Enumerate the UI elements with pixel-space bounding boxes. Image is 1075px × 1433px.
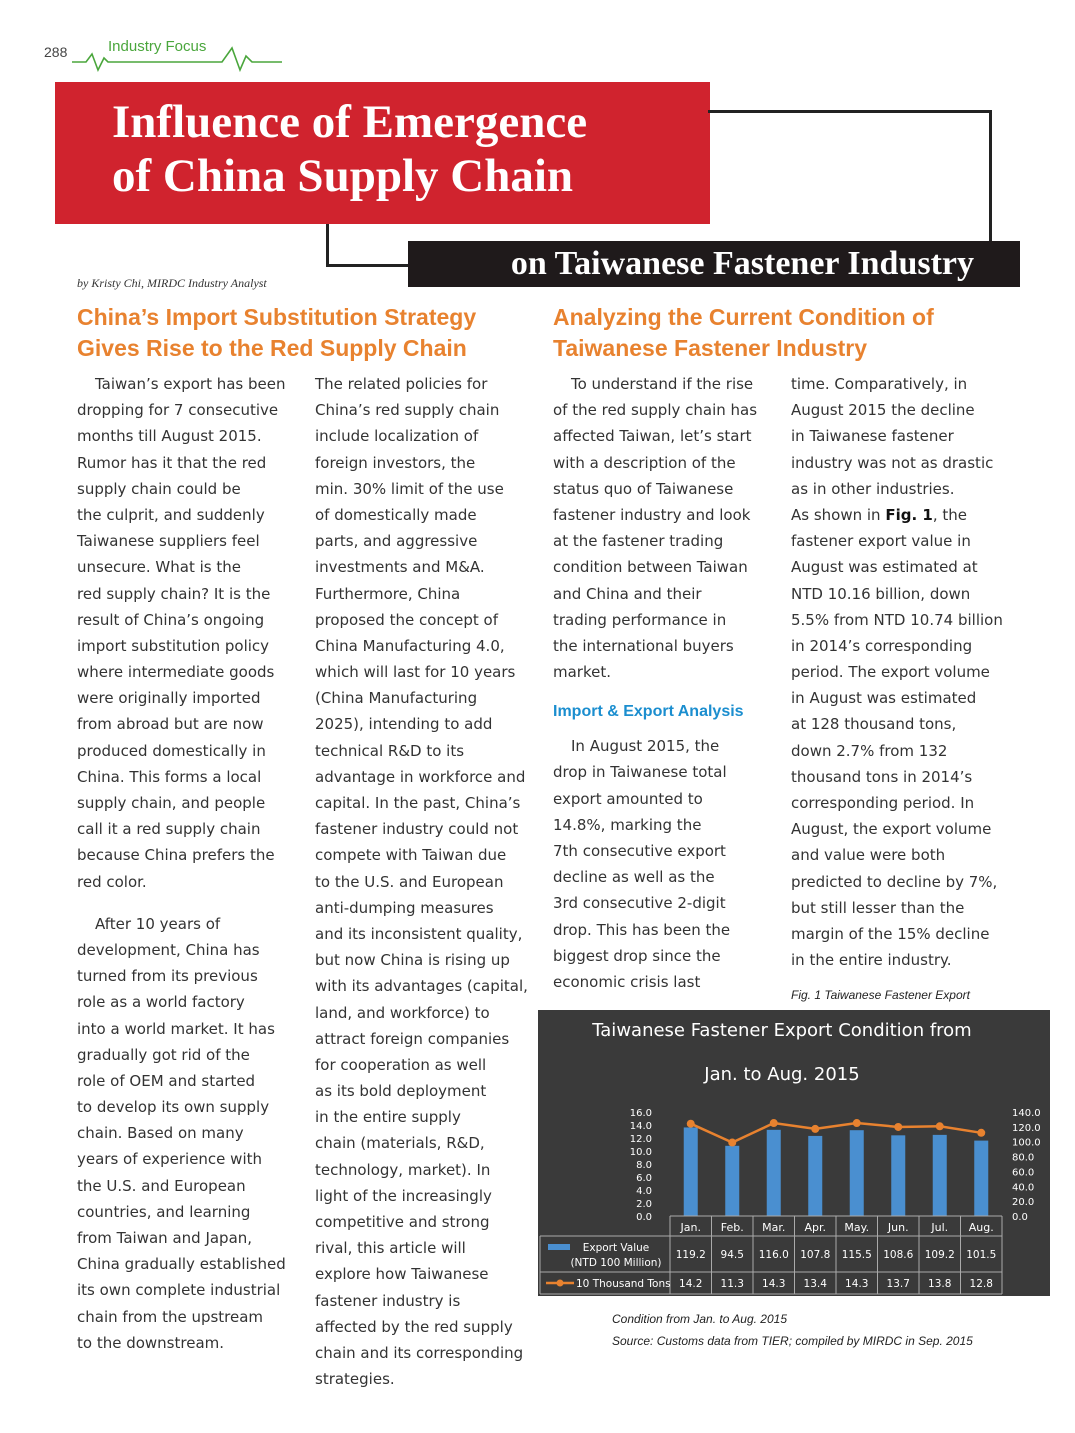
text-line: attract foreign companies <box>315 1029 510 1048</box>
text-line: months till August 2015. <box>77 427 262 446</box>
text-line: drop in Taiwanese total <box>553 763 727 782</box>
text-line: where intermediate goods <box>77 663 275 682</box>
bar <box>725 1146 739 1216</box>
text-line: technology, market). In <box>315 1160 491 1179</box>
line-point <box>728 1139 736 1147</box>
page-number: 288 <box>44 44 68 60</box>
text-line: include localization of <box>315 427 479 446</box>
bar <box>808 1136 822 1216</box>
text-line: call it a red supply chain <box>77 820 261 839</box>
text-line: foreign investors, the <box>315 453 476 472</box>
text-line: in August was estimated <box>791 689 977 708</box>
bar <box>974 1141 988 1216</box>
line-point <box>687 1120 695 1128</box>
text-line: chain (materials, R&D, <box>315 1134 485 1153</box>
heading-line: Gives Rise to the Red Supply Chain <box>77 335 467 361</box>
data-label: 12.8 <box>969 1278 993 1290</box>
left-axis-tick: 4.0 <box>636 1186 652 1197</box>
line-point <box>811 1125 819 1133</box>
text-line: supply chain, and people <box>77 794 266 812</box>
text-line: time. Comparatively, in <box>791 375 968 393</box>
text-line: but now China is rising up <box>315 951 510 970</box>
text-line: in Taiwanese fastener <box>791 427 954 446</box>
right-axis-tick: 80.0 <box>1012 1152 1035 1164</box>
category-label: Mar. <box>762 1221 786 1234</box>
text-line: red supply chain? It is the <box>77 584 271 603</box>
text-line: fastener industry and look <box>553 505 751 524</box>
text-line: from abroad but are now <box>77 715 264 734</box>
data-label: 119.2 <box>675 1249 706 1261</box>
text-line: at the fastener trading <box>553 532 724 551</box>
left-axis-tick: 16.0 <box>629 1108 652 1119</box>
text-line: technical R&D to its <box>315 741 465 760</box>
bar <box>767 1130 781 1216</box>
chart-title: Jan. to Aug. 2015 <box>704 1064 860 1085</box>
category-label: Aug. <box>968 1221 994 1234</box>
text-line: decline as well as the <box>553 868 715 887</box>
text-line: 7th consecutive export <box>553 842 726 860</box>
text-line: gradually got rid of the <box>77 1045 250 1064</box>
text-line: explore how Taiwanese <box>315 1265 489 1284</box>
text-line: of the red supply chain has <box>553 401 758 420</box>
section-heading-right <box>553 302 934 364</box>
heading-line: Taiwanese Fastener Industry <box>553 335 868 361</box>
text-line: fastener export value in <box>791 532 971 551</box>
text-line: but still lesser than the <box>791 898 965 917</box>
column-3 <box>553 371 757 995</box>
text-line: 3rd consecutive 2-digit <box>553 894 726 913</box>
text-line: investments and M&A. <box>315 558 485 577</box>
text-line: as its bold deployment <box>315 1082 487 1101</box>
subsection-heading: Import & Export Analysis <box>553 703 744 721</box>
data-label: 13.8 <box>928 1278 952 1290</box>
legend-label: Export Value <box>582 1242 650 1254</box>
text-line: China gradually established <box>77 1255 286 1274</box>
text-line: August, the export volume <box>791 820 992 839</box>
text-line: Taiwan’s export has been <box>95 375 286 393</box>
bar <box>891 1135 905 1216</box>
text-line: chain. Based on many <box>77 1124 244 1143</box>
text-line: development, China has <box>77 940 260 959</box>
text-line: result of China’s ongoing <box>77 610 265 629</box>
right-axis-tick: 100.0 <box>1012 1137 1041 1149</box>
text-line: at 128 thousand tons, <box>791 715 957 734</box>
text-line: in the entire industry. <box>791 951 952 970</box>
text-line: To understand if the rise <box>571 375 754 393</box>
frame-line <box>326 264 410 267</box>
text-line: parts, and aggressive <box>315 532 478 551</box>
text-line: China Manufacturing 4.0, <box>315 636 505 655</box>
data-label: 14.3 <box>845 1278 869 1290</box>
text-line: competitive and strong <box>315 1213 490 1231</box>
text-line: role of OEM and started <box>77 1071 256 1090</box>
byline: by Kristy Chi, MIRDC Industry Analyst <box>77 276 267 290</box>
text-line: affected by the red supply <box>315 1317 513 1336</box>
text-line: capital. In the past, China’s <box>315 794 521 812</box>
category-label: Apr. <box>804 1221 827 1234</box>
text-line: the international buyers <box>553 636 734 655</box>
left-axis-tick: 10.0 <box>629 1147 652 1158</box>
text-line: years of experience with <box>77 1150 263 1169</box>
data-label: 13.4 <box>803 1278 827 1290</box>
source-line: Condition from Jan. to Aug. 2015 <box>612 1312 787 1326</box>
text-line: the culprit, and suddenly <box>77 505 265 524</box>
text-line: NTD 10.16 billion, down <box>791 584 971 603</box>
heading-line: China’s Import Substitution Strategy <box>77 304 477 330</box>
text-line: as in other industries. <box>791 479 955 498</box>
text-line: drop. This has been the <box>553 920 731 939</box>
text-line: market. <box>553 663 612 682</box>
text-line: the U.S. and European <box>77 1176 246 1195</box>
text-line: and its inconsistent quality, <box>315 924 523 943</box>
text-line: in the entire supply <box>315 1108 461 1127</box>
text-line: August was estimated at <box>791 558 978 577</box>
right-axis-tick: 120.0 <box>1012 1122 1041 1134</box>
text-line: were originally imported <box>77 689 261 708</box>
title-line: Influence of Emergence <box>112 96 588 148</box>
frame-line <box>989 110 992 244</box>
page-title <box>112 95 712 203</box>
text-line: 14.8%, marking the <box>553 815 702 834</box>
text-line: light of the increasingly <box>315 1186 492 1205</box>
text-line: of domestically made <box>315 505 477 524</box>
line-point <box>977 1129 985 1137</box>
left-axis-tick: 12.0 <box>629 1134 652 1145</box>
text-line: red color. <box>77 872 147 891</box>
text-line: fastener industry could not <box>315 820 519 839</box>
text-line: margin of the 15% decline <box>791 924 990 943</box>
data-label: 107.8 <box>800 1249 831 1261</box>
text-line: with a description of the <box>553 453 736 472</box>
data-label: 94.5 <box>720 1249 744 1261</box>
text-line: unsecure. What is the <box>77 558 241 577</box>
data-label: 11.3 <box>720 1278 744 1290</box>
chart-title: Taiwanese Fastener Export Condition from <box>592 1020 972 1041</box>
legend-swatch-bar <box>548 1244 570 1250</box>
text-line: import substitution policy <box>77 636 270 655</box>
frame-line <box>708 110 992 113</box>
line-point <box>936 1122 944 1130</box>
data-label: 14.3 <box>762 1278 786 1290</box>
text-line: Rumor has it that the red <box>77 453 267 472</box>
right-axis-tick: 40.0 <box>1012 1182 1035 1194</box>
column-1 <box>77 371 286 1356</box>
right-axis-tick: 0.0 <box>1012 1212 1028 1223</box>
text-line: 5.5% from NTD 10.74 billion <box>791 610 1003 629</box>
text-line: chain and its corresponding <box>315 1343 524 1362</box>
source-caption <box>612 1308 973 1352</box>
text-line: status quo of Taiwanese <box>553 479 734 498</box>
export-chart <box>538 1010 1050 1296</box>
text-line: down 2.7% from 132 <box>791 741 948 760</box>
text-line: 2025), intending to add <box>315 715 493 734</box>
text-line: role as a world factory <box>77 993 245 1012</box>
text-line: proposed the concept of <box>315 610 498 629</box>
source-line: Source: Customs data from TIER; compiled by MIRDC in Sep. 2015 <box>612 1334 973 1348</box>
text-line: into a world market. It has <box>77 1019 275 1038</box>
left-axis-tick: 0.0 <box>636 1212 652 1223</box>
text-line: land, and workforce) to <box>315 1003 490 1022</box>
text-line: turned from its previous <box>77 967 258 986</box>
text-line: August 2015 the decline <box>791 401 975 420</box>
left-axis-tick: 6.0 <box>636 1173 652 1184</box>
figure-caption: Fig. 1 Taiwanese Fastener Export <box>791 988 970 1002</box>
data-label: 13.7 <box>886 1278 910 1290</box>
text-line: condition between Taiwan <box>553 558 748 577</box>
text-line: to the U.S. and European <box>315 872 504 891</box>
data-label: 108.6 <box>883 1249 914 1261</box>
text-line: (China Manufacturing <box>315 689 478 708</box>
line-point <box>853 1119 861 1127</box>
text-line: biggest drop since the <box>553 946 721 965</box>
column-4 <box>791 371 1003 973</box>
category-label: Feb. <box>720 1221 744 1234</box>
text-line: because China prefers the <box>77 846 275 865</box>
left-axis-tick: 8.0 <box>636 1160 652 1171</box>
text-line: to the downstream. <box>77 1333 225 1352</box>
bar <box>933 1135 947 1216</box>
section-label: Industry Focus <box>108 38 207 55</box>
heading-line: Analyzing the Current Condition of <box>553 304 934 330</box>
column-2 <box>315 371 528 1392</box>
text-line: The related policies for <box>315 375 488 393</box>
category-label: Jun. <box>887 1221 909 1234</box>
chart-svg <box>538 1010 1050 1296</box>
text-line: export amounted to <box>553 789 703 808</box>
data-label: 101.5 <box>966 1249 997 1261</box>
left-axis-tick: 14.0 <box>629 1121 652 1132</box>
right-axis-tick: 140.0 <box>1012 1108 1041 1119</box>
text-line: dropping for 7 consecutive <box>77 401 279 420</box>
category-label: Jul. <box>931 1221 949 1234</box>
category-label: Jan. <box>680 1221 701 1234</box>
text-line: and value were both <box>791 846 946 865</box>
text-line: in 2014’s corresponding <box>791 636 973 655</box>
legend-label: 10 Thousand Tons <box>576 1278 671 1290</box>
text-line: fastener industry is <box>315 1291 461 1310</box>
text-line: industry was not as drastic <box>791 453 994 472</box>
text-line: its own complete industrial <box>77 1281 281 1300</box>
text-line: advantage in workforce and <box>315 767 526 786</box>
text-line: As shown in Fig. 1, the <box>791 505 967 524</box>
text-line: min. 30% limit of the use <box>315 479 504 498</box>
legend-label: (NTD 100 Million) <box>570 1257 662 1269</box>
text-line: compete with Taiwan due <box>315 846 507 865</box>
text-line: which will last for 10 years <box>315 663 516 682</box>
text-line: and China and their <box>553 584 702 603</box>
text-line: anti-dumping measures <box>315 898 494 917</box>
text-line: supply chain could be <box>77 479 241 498</box>
line-point <box>770 1119 778 1127</box>
text-line: thousand tons in 2014’s <box>791 767 973 786</box>
text-line: In August 2015, the <box>571 737 720 756</box>
text-line: economic crisis last <box>553 972 701 991</box>
text-line: After 10 years of <box>95 914 221 933</box>
category-label: May. <box>844 1221 870 1234</box>
bar <box>684 1127 698 1216</box>
right-axis-tick: 60.0 <box>1012 1167 1035 1179</box>
line-point <box>894 1123 902 1131</box>
text-line: to develop its own supply <box>77 1098 270 1117</box>
text-line: countries, and learning <box>77 1202 251 1221</box>
text-line: produced domestically in <box>77 741 266 760</box>
text-line: from Taiwan and Japan, <box>77 1229 253 1247</box>
data-label: 14.2 <box>679 1278 703 1290</box>
legend-swatch-marker <box>557 1280 564 1287</box>
text-line: China. This forms a local <box>77 767 262 786</box>
data-label: 115.5 <box>841 1249 872 1261</box>
text-line: China’s red supply chain <box>315 401 500 420</box>
section-heading-left <box>77 302 476 364</box>
text-line: rival, this article will <box>315 1239 466 1258</box>
text-line: period. The export volume <box>791 663 990 682</box>
text-line: trading performance in <box>553 610 727 629</box>
bar <box>850 1130 864 1216</box>
text-line: predicted to decline by 7%, <box>791 872 998 891</box>
right-axis-tick: 20.0 <box>1012 1197 1035 1209</box>
data-label: 109.2 <box>924 1249 955 1261</box>
text-line: Furthermore, China <box>315 584 461 603</box>
text-line: strategies. <box>315 1370 395 1389</box>
left-axis-tick: 2.0 <box>636 1199 652 1210</box>
text-line: Taiwanese suppliers feel <box>77 532 260 551</box>
text-line: with its advantages (capital, <box>315 977 528 996</box>
text-line: affected Taiwan, let’s start <box>553 427 752 446</box>
text-line: corresponding period. In <box>791 794 975 812</box>
text-line: chain from the upstream <box>77 1307 264 1326</box>
frame-line <box>326 224 329 266</box>
page-subtitle: on Taiwanese Fastener Industry <box>510 245 974 282</box>
title-line: of China Supply Chain <box>112 150 574 202</box>
figure-ref: Fig. 1 <box>885 505 933 524</box>
data-label: 116.0 <box>758 1249 789 1261</box>
text-line: for cooperation as well <box>315 1055 487 1074</box>
